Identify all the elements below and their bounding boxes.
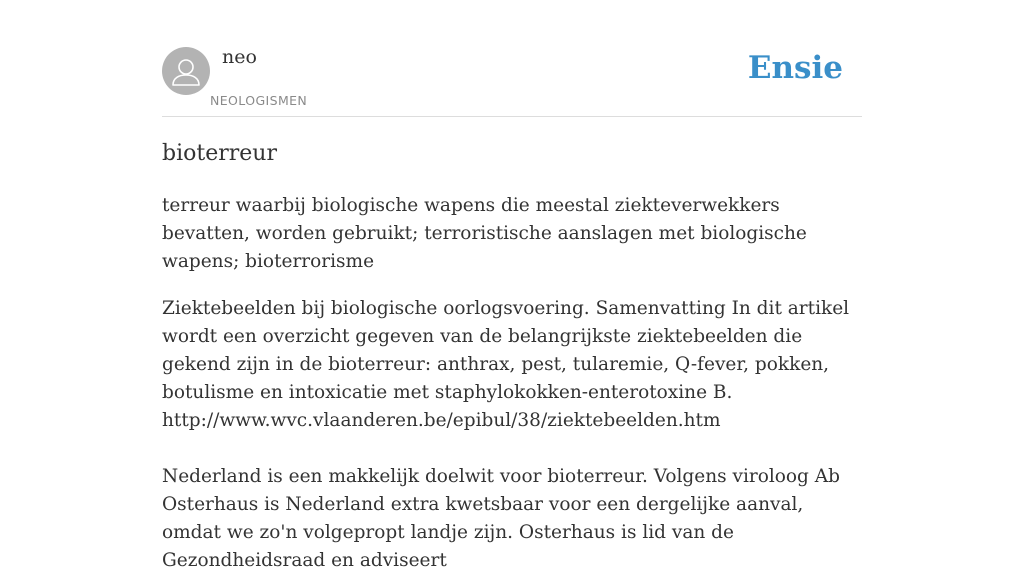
entry [162, 138, 862, 575]
entry-definition: terreur waarbij biologische wapens die meestal ziekteverwekkers bevatten, worden gebruikt; terroristische aanslagen met biologische wapens; bioterrorisme [162, 195, 807, 272]
author-name[interactable]: neo [222, 46, 257, 68]
entry-example: Ziektebeelden bij biologische oorlogsvoering. Samenvatting In dit artikel wordt een overzicht gegeven van de belangrijkste ziektebeelden die gekend zijn in de bioterreur: anthrax, pest, tularemie, Q-fever, pokken, botulisme en intoxicatie met staphylokokken-enterotoxine B. http://www.wvc.vlaanderen.be/epibul/38/ziektebeelden.htm Nederland is een makkelijk doelwit voor bioterreur. Volgens viroloog Ab Osterhaus is Nederland extra kwetsbaar voor een dergelijke aanval, omdat we zo'n volgepropt landje zijn. Osterhaus is lid van de Gezondheidsraad en adviseert [162, 298, 850, 571]
user-icon [162, 47, 210, 95]
brand-logo[interactable]: Ensie [747, 50, 843, 86]
avatar[interactable] [162, 47, 210, 95]
entry-title: bioterreur [162, 141, 277, 166]
header [162, 46, 862, 117]
category-label[interactable]: NEOLOGISMEN [210, 93, 308, 108]
